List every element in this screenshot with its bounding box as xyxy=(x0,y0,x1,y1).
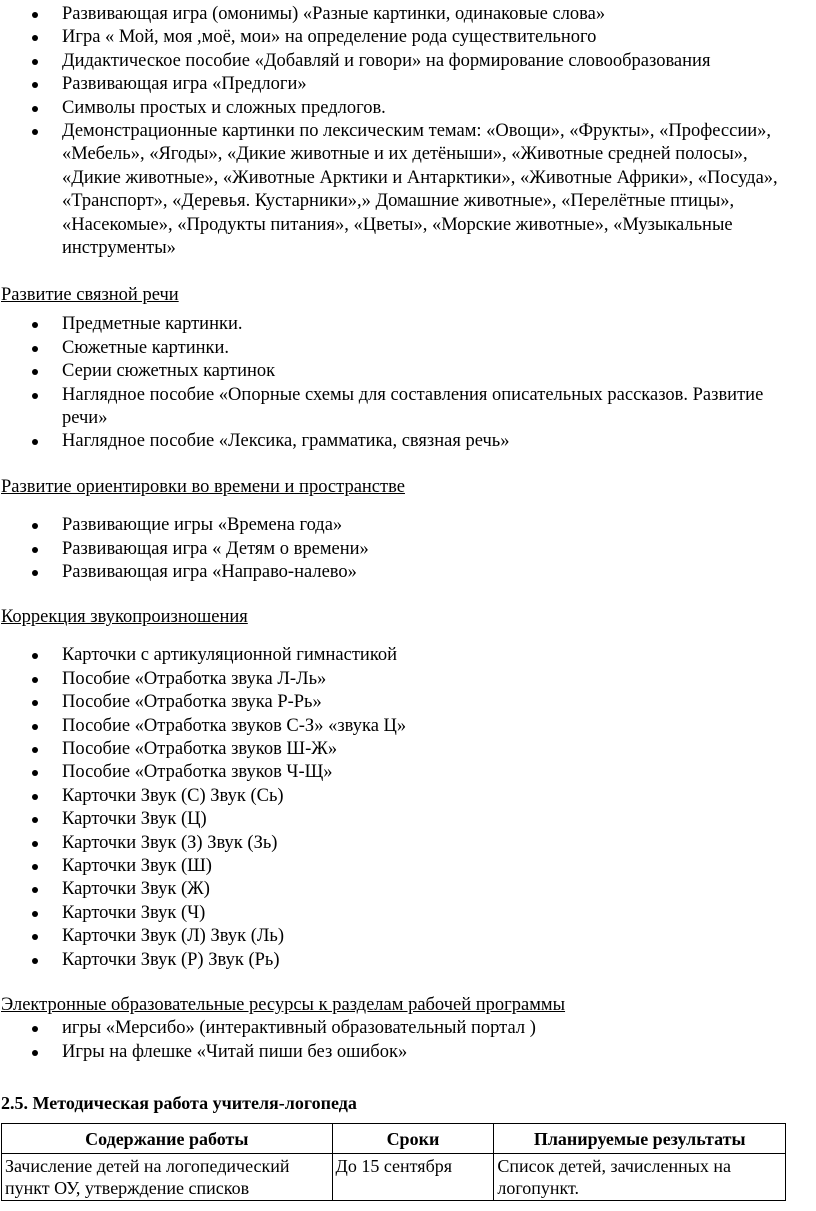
electronic-section xyxy=(0,994,790,1064)
list-item-text: Пособие «Отработка звуков Ч-Щ» xyxy=(62,762,333,783)
list-item xyxy=(0,949,790,972)
header-deadline: Сроки xyxy=(332,1124,494,1154)
table-row xyxy=(2,1154,786,1201)
list-item-text: Развивающие игры «Времена года» xyxy=(62,515,343,536)
bullet-icon xyxy=(32,59,38,65)
methodical-work-table xyxy=(1,1123,786,1201)
list-item xyxy=(0,715,790,738)
bullet-icon xyxy=(32,369,38,375)
list-item xyxy=(0,514,790,537)
bullet-icon xyxy=(32,106,38,112)
bullet-icon xyxy=(32,747,38,753)
bullet-icon xyxy=(32,35,38,41)
orientation-list xyxy=(0,514,790,584)
header-content: Содержание работы xyxy=(2,1124,333,1154)
list-item xyxy=(0,360,790,383)
list-item-text: Демонстрационные картинки по лексическим темам: «Овощи», «Фрукты», «Профессии», «Мебель», «Ягоды», «Дикие животные и их детёныши», «Животные средней полосы», «Дикие животные», «Животные Арктики и Антарктики», «Животные Африки», «Посуда», «Транспорт», «Деревья. Кустарники»,» Домашние животные», «Перелётные птицы», «Насекомые», «Продукты питания», «Цветы», «Морские животные», «Музыкальные инструменты» xyxy=(62,121,778,259)
bullet-icon xyxy=(32,770,38,776)
speech-list xyxy=(0,313,790,453)
list-item xyxy=(0,97,790,120)
list-item xyxy=(0,538,790,561)
bullet-icon xyxy=(32,12,38,18)
list-item xyxy=(0,1041,790,1064)
cell-results: Список детей, зачисленных на логопункт. xyxy=(494,1154,786,1201)
list-item xyxy=(0,878,790,901)
header-results: Планируемые результаты xyxy=(494,1124,786,1154)
bullet-icon xyxy=(32,439,38,445)
list-item-text: Развивающая игра « Детям о времени» xyxy=(62,538,369,559)
list-item-text: Предметные картинки. xyxy=(62,314,243,335)
list-item xyxy=(0,668,790,691)
sound-section xyxy=(0,606,790,972)
bullet-icon xyxy=(32,958,38,964)
list-item-text: Пособие «Отработка звука Л-Ль» xyxy=(62,668,327,689)
list-item-text: Игра « Мой, моя ,моё, мои» на определение рода существительного xyxy=(62,27,597,48)
bullet-icon xyxy=(32,934,38,940)
list-item xyxy=(0,50,790,73)
cell-content: Зачисление детей на логопедический пункт ОУ, утверждение списков xyxy=(2,1154,333,1201)
list-item-text: Карточки Звук (З) Звук (Зь) xyxy=(62,832,278,853)
list-item-text: Дидактическое пособие «Добавляй и говори» на формирование словообразования xyxy=(62,50,711,71)
list-item xyxy=(0,855,790,878)
bullet-icon xyxy=(32,817,38,823)
bullet-icon xyxy=(32,864,38,870)
intro-list xyxy=(0,3,790,260)
cell-deadline: До 15 сентября xyxy=(332,1154,494,1201)
list-item xyxy=(0,313,790,336)
bullet-icon xyxy=(32,911,38,917)
bullet-icon xyxy=(32,653,38,659)
bullet-icon xyxy=(32,570,38,576)
list-item xyxy=(0,337,790,360)
bullet-icon xyxy=(32,523,38,529)
list-item-text: Пособие «Отработка звуков С-З» «звука Ц» xyxy=(62,715,407,736)
list-item-text: Карточки Звук (Ш) xyxy=(62,856,212,877)
list-item xyxy=(0,1017,790,1040)
bullet-icon xyxy=(32,1026,38,1032)
list-item-text: Игры на флешке «Читай пиши без ошибок» xyxy=(62,1041,408,1062)
list-item xyxy=(0,738,790,761)
bullet-icon xyxy=(32,700,38,706)
list-item xyxy=(0,430,790,453)
list-item xyxy=(0,832,790,855)
orientation-section xyxy=(0,476,790,585)
list-item xyxy=(0,761,790,784)
list-item-text: Сюжетные картинки. xyxy=(62,337,230,358)
bullet-icon xyxy=(32,82,38,88)
list-item-text: Карточки Звук (С) Звук (Сь) xyxy=(62,785,284,806)
bullet-icon xyxy=(32,724,38,730)
list-item xyxy=(0,808,790,831)
list-item-text: Карточки Звук (Ч) xyxy=(62,902,206,923)
list-item-text: Карточки Звук (Р) Звук (Рь) xyxy=(62,949,280,970)
list-item-text: Серии сюжетных картинок xyxy=(62,361,276,382)
electronic-heading: Электронные образовательные ресурсы к разделам рабочей программы xyxy=(1,995,566,1015)
bullet-icon xyxy=(32,841,38,847)
list-item xyxy=(0,902,790,925)
list-item xyxy=(0,73,790,96)
bullet-icon xyxy=(32,1050,38,1056)
table-header-row xyxy=(2,1124,786,1154)
list-item-text: Развивающая игра «Направо-налево» xyxy=(62,562,357,583)
sound-list xyxy=(0,644,790,972)
sound-heading: Коррекция звукопроизношения xyxy=(1,607,248,627)
list-item xyxy=(0,120,790,260)
bullet-icon xyxy=(32,346,38,352)
orientation-heading: Развитие ориентировки во времени и пространстве xyxy=(1,477,405,497)
bullet-icon xyxy=(32,322,38,328)
list-item xyxy=(0,3,790,26)
list-item-text: Карточки Звук (Ж) xyxy=(62,879,210,900)
list-item xyxy=(0,925,790,948)
list-item-text: игры «Мерсибо» (интерактивный образовательный портал ) xyxy=(62,1018,536,1039)
list-item-text: Символы простых и сложных предлогов. xyxy=(62,97,386,118)
list-item-text: Наглядное пособие «Лексика, грамматика, связная речь» xyxy=(62,431,510,452)
list-item-text: Наглядное пособие «Опорные схемы для составления описательных рассказов. Развитие речи» xyxy=(62,384,764,429)
list-item xyxy=(0,561,790,584)
bullet-icon xyxy=(32,887,38,893)
bullet-icon xyxy=(32,547,38,553)
bullet-icon xyxy=(32,393,38,399)
list-item-text: Карточки Звук (Л) Звук (Ль) xyxy=(62,926,285,947)
speech-section xyxy=(0,284,790,454)
list-item xyxy=(0,785,790,808)
list-item-text: Пособие «Отработка звуков Ш-Ж» xyxy=(62,739,338,760)
list-item-text: Развивающая игра «Предлоги» xyxy=(62,74,307,95)
list-item xyxy=(0,691,790,714)
list-item-text: Карточки с артикуляционной гимнастикой xyxy=(62,645,398,666)
bullet-icon xyxy=(32,129,38,135)
section-title: 2.5. Методическая работа учителя-логопеда xyxy=(1,1093,357,1113)
speech-heading: Развитие связной речи xyxy=(1,285,179,305)
list-item xyxy=(0,384,790,431)
list-item-text: Карточки Звук (Ц) xyxy=(62,809,207,830)
list-item xyxy=(0,26,790,49)
bullet-icon xyxy=(32,794,38,800)
list-item xyxy=(0,644,790,667)
electronic-list xyxy=(0,1017,790,1064)
list-item-text: Развивающая игра (омонимы) «Разные картинки, одинаковые слова» xyxy=(62,4,606,24)
bullet-icon xyxy=(32,677,38,683)
list-item-text: Пособие «Отработка звука Р-Рь» xyxy=(62,692,322,713)
